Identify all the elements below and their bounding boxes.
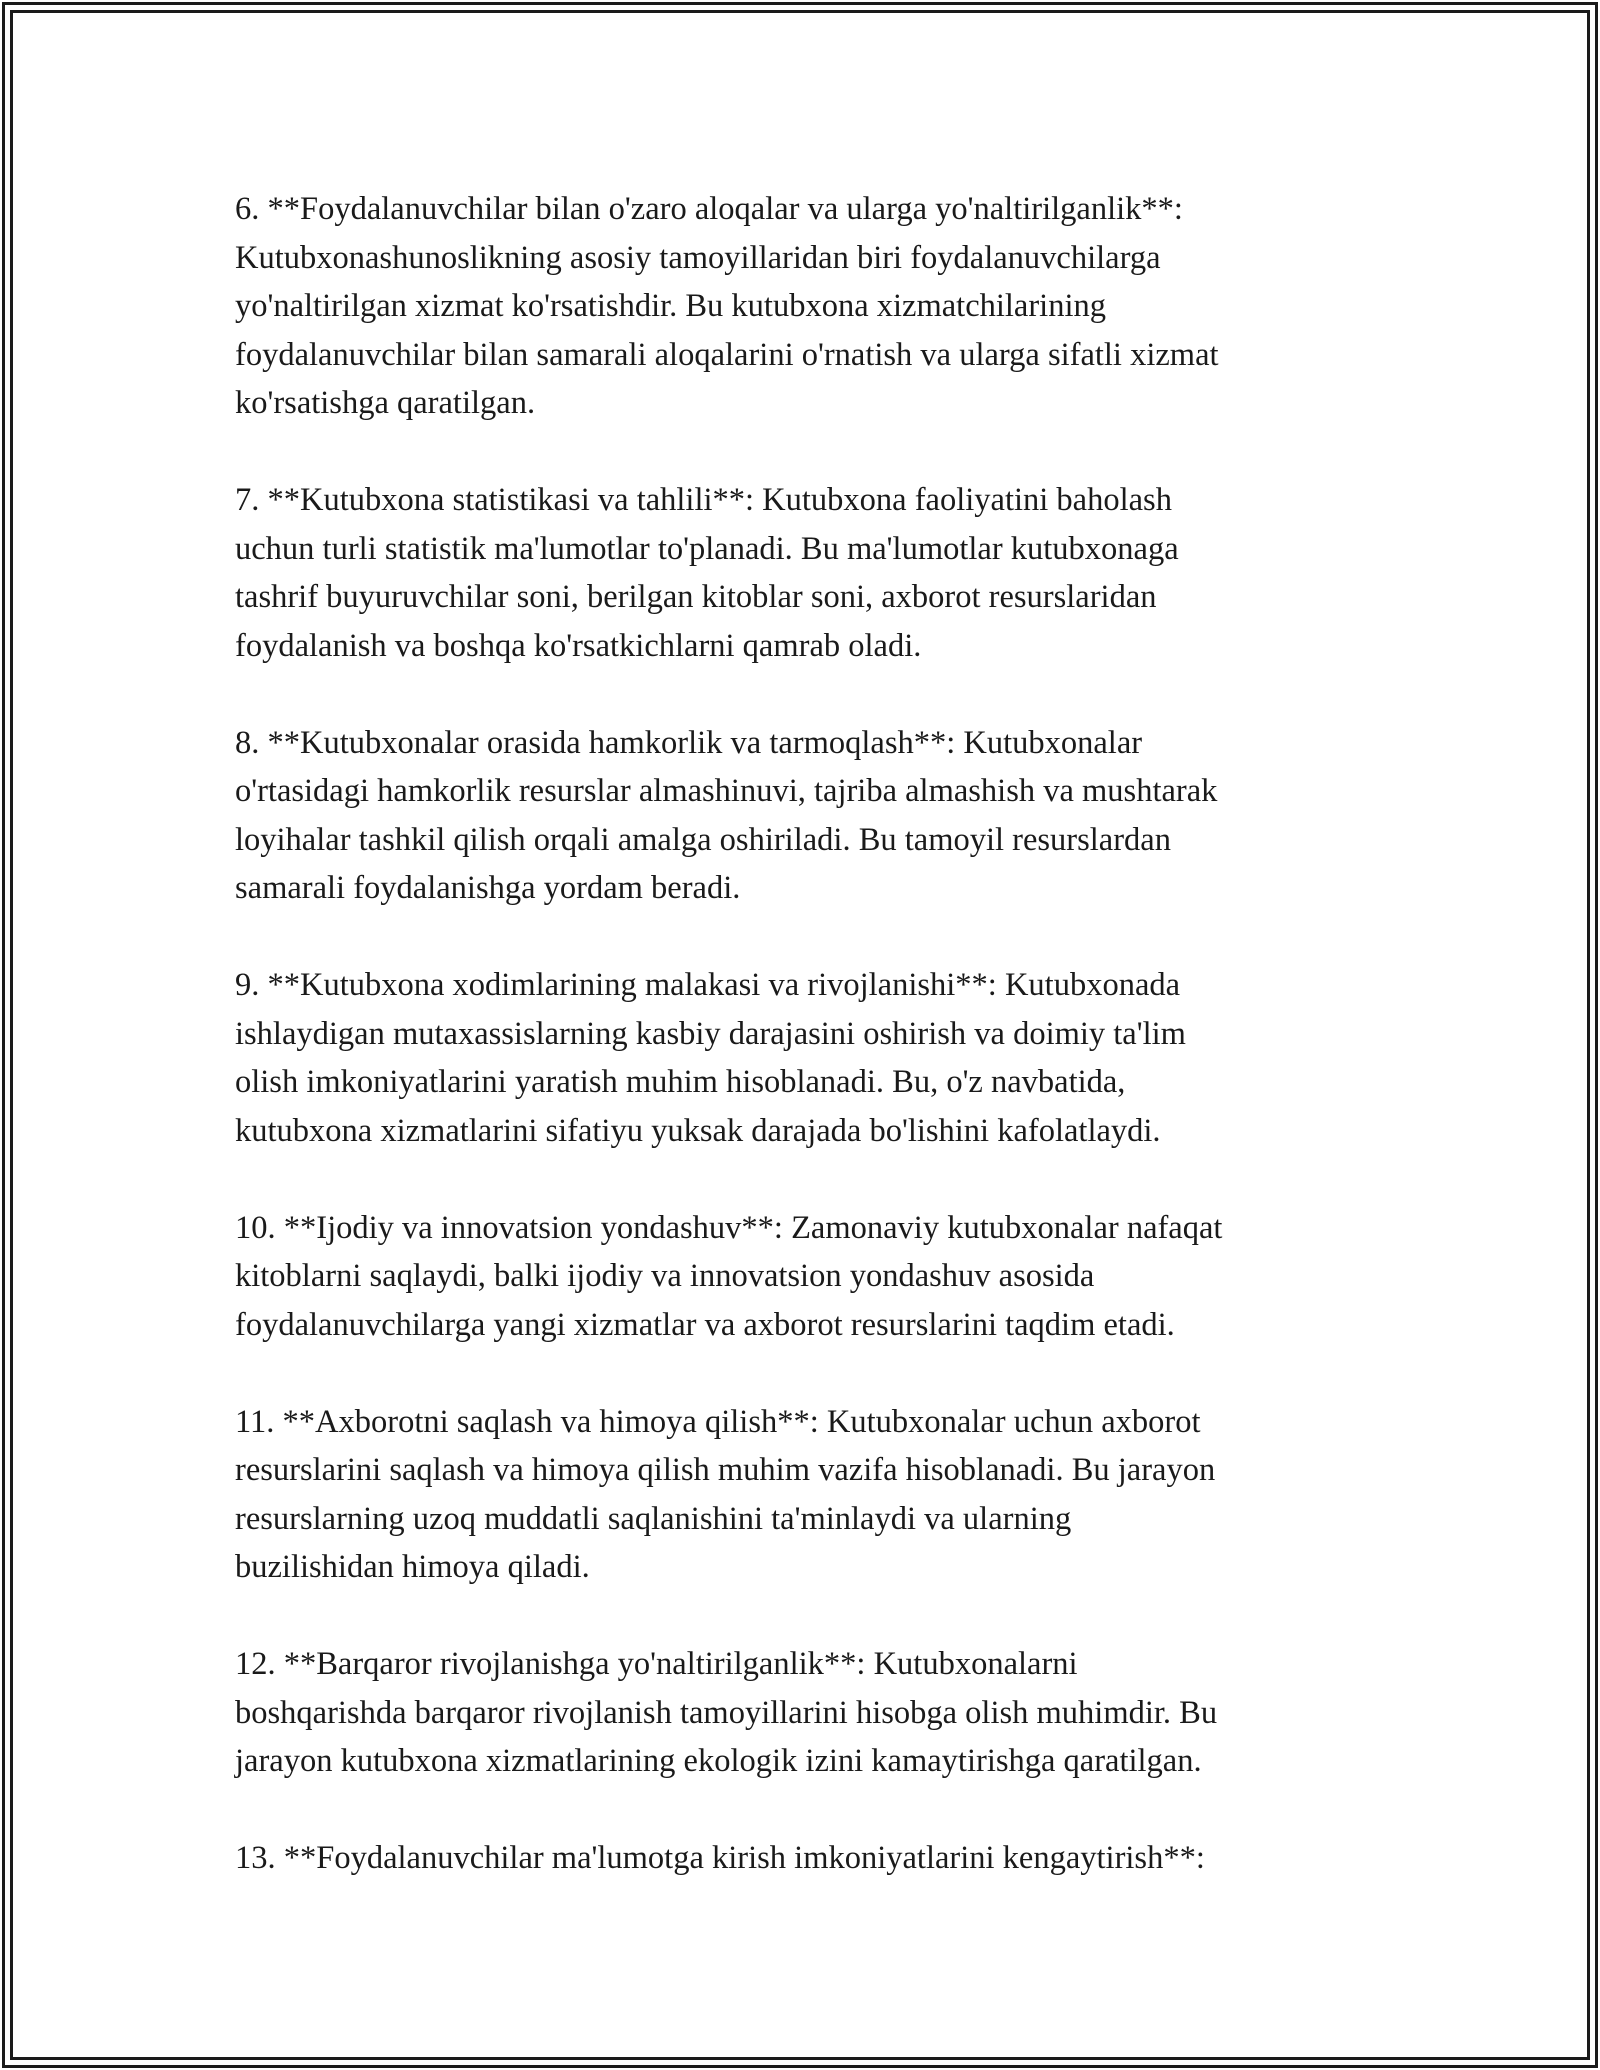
paragraph-7: 7. **Kutubxona statistikasi va tahlili**: Kutubxona faoliyatini baholash uchun turli statistik ma'lumotlar to'planadi. Bu ma'lumotlar kutubxonaga tashrif buyuruvchilar soni, berilgan kitoblar soni, axborot resurslaridan foydalanish va boshqa ko'rsatkichlarni qamrab oladi.: [235, 482, 1179, 664]
document-body: [235, 185, 1370, 1883]
paragraph-12: 12. **Barqaror rivojlanishga yo'naltirilganlik**: Kutubxonalarni boshqarishda barqaror rivojlanish tamoyillarini hisobga olish muhimdir. Bu jarayon kutubxona xizmatlarining ekologik izini kamaytirishga qaratilgan.: [235, 1646, 1218, 1779]
paragraph-6: 6. **Foydalanuvchilar bilan o'zaro aloqalar va ularga yo'naltirilganlik**: Kutubxonashunoslikning asosiy tamoyillaridan biri foydalanuvchilarga yo'naltirilgan xizmat ko'rsatishdir. Bu kutubxona xizmatchilarining foydalanuvchilar bilan samarali aloqalarini o'rnatish va ularga sifatli xizmat ko'rsatishga qaratilgan.: [235, 191, 1219, 421]
paragraph-10: 10. **Ijodiy va innovatsion yondashuv**: Zamonaviy kutubxonalar nafaqat kitoblarni saqlaydi, balki ijodiy va innovatsion yondashuv asosida foydalanuvchilarga yangi xizmatlar va axborot resurslarini taqdim etadi.: [235, 1209, 1223, 1343]
paragraph-8: 8. **Kutubxonalar orasida hamkorlik va tarmoqlash**: Kutubxonalar o'rtasidagi hamkorlik resurslar almashinuvi, tajriba almashish va mushtarak loyihalar tashkil qilish orqali amalga oshiriladi. Bu tamoyil resurslardan samarali foydalanishga yordam beradi.: [235, 724, 1218, 906]
paragraph-11: 11. **Axborotni saqlash va himoya qilish**: Kutubxonalar uchun axborot resurslarini saqlash va himoya qilish muhim vazifa hisoblanadi. Bu jarayon resurslarning uzoq muddatli saqlanishini ta'minlaydi va ularning buzilishidan himoya qiladi.: [235, 1403, 1216, 1585]
paragraph-9: 9. **Kutubxona xodimlarining malakasi va rivojlanishi**: Kutubxonada ishlaydigan mutaxassislarning kasbiy darajasini oshirish va doimiy ta'lim olish imkoniyatlarini yaratish muhim hisoblanadi. Bu, o'z navbatida, kutubxona xizmatlarini sifatiyu yuksak darajada bo'lishini kafolatlaydi.: [235, 967, 1186, 1149]
paragraph-13: 13. **Foydalanuvchilar ma'lumotga kirish imkoniyatlarini kengaytirish**:: [235, 1840, 1205, 1876]
